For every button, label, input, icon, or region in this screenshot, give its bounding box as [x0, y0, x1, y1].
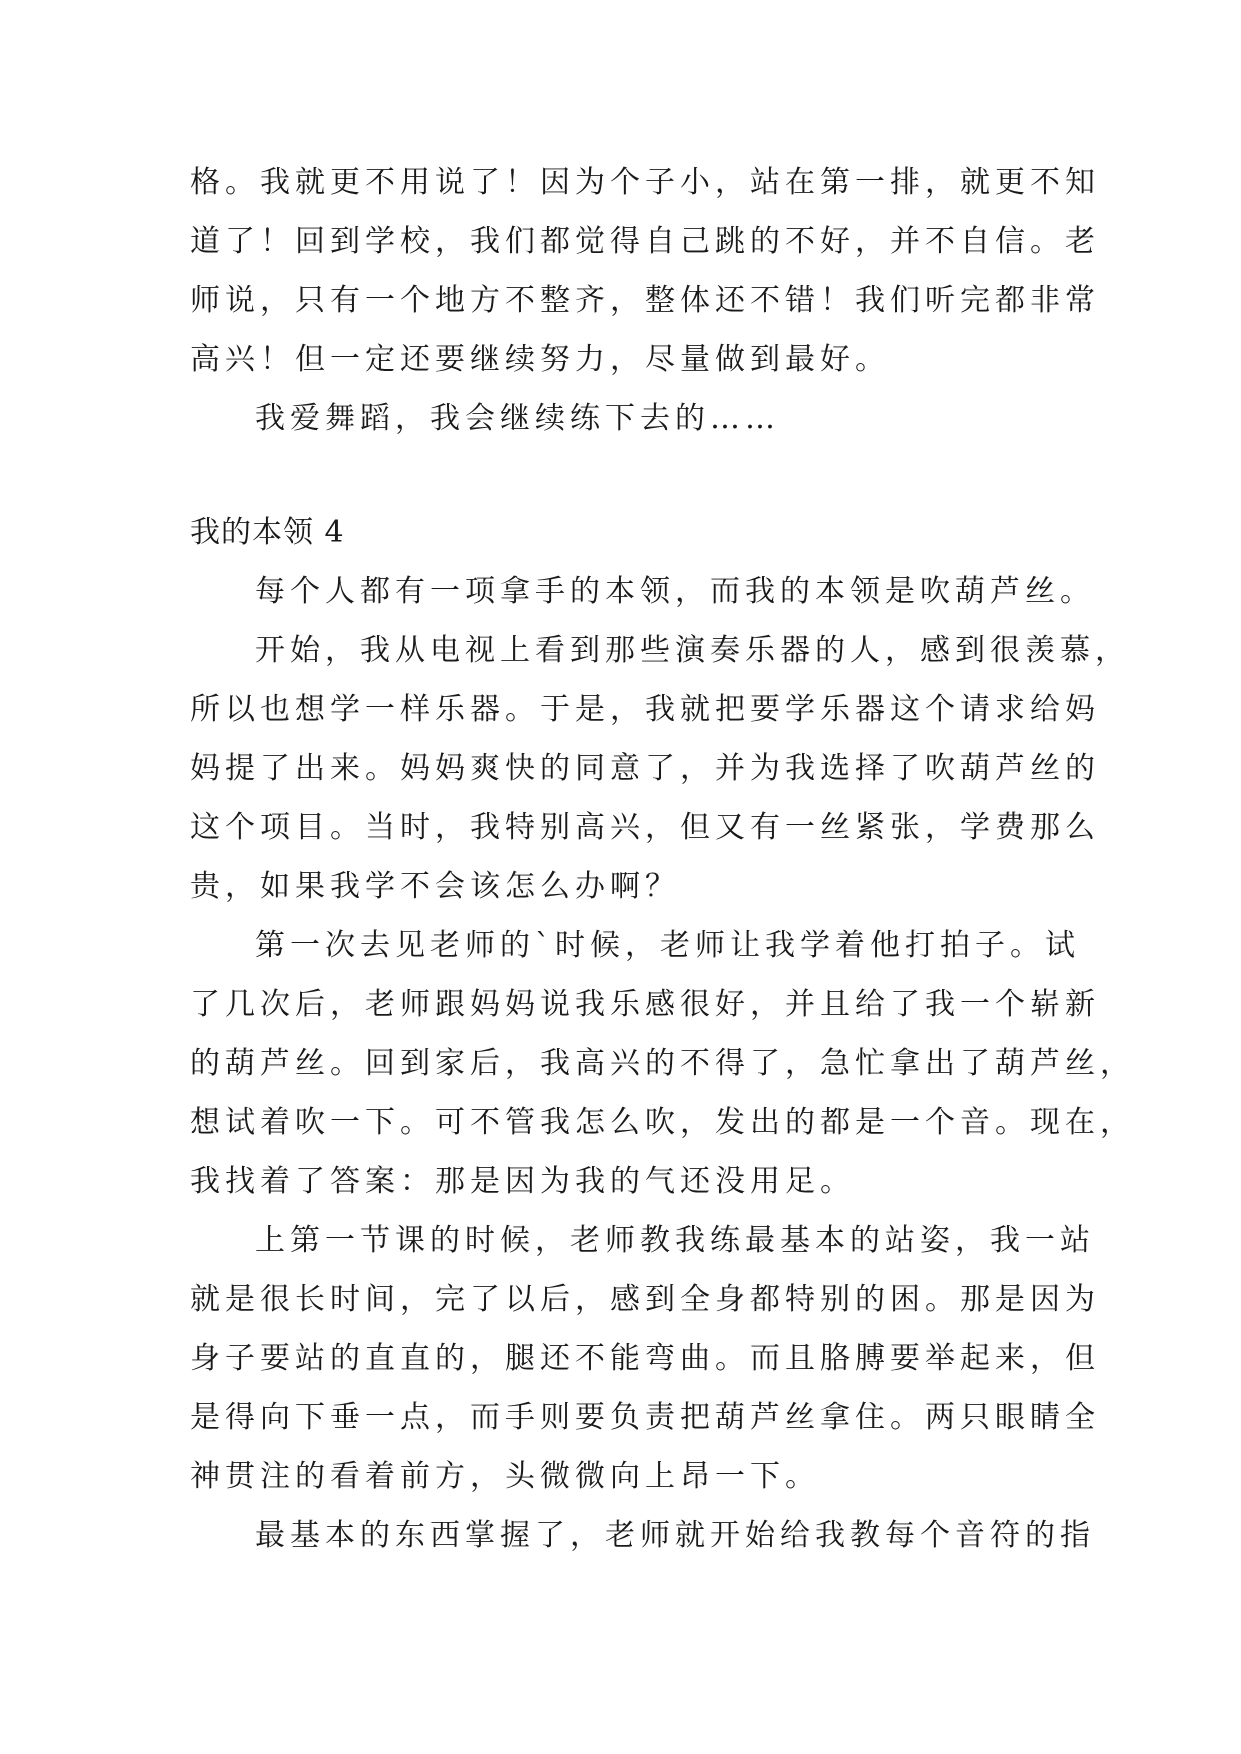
paragraph-line: 道了！回到学校，我们都觉得自己跳的不好，并不自信。老 — [190, 224, 1100, 259]
paragraph-line: 所以也想学一样乐器。于是，我就把要学乐器这个请求给妈 — [190, 692, 1100, 727]
paragraph-line: 了几次后，老师跟妈妈说我乐感很好，并且给了我一个崭新 — [190, 987, 1100, 1022]
intro-line: 每个人都有一项拿手的本领，而我的本领是吹葫芦丝。 — [255, 574, 1095, 609]
closing-line: 我爱舞蹈，我会继续练下去的…… — [255, 401, 780, 436]
paragraph-line: 这个项目。当时，我特别高兴，但又有一丝紧张，学费那么 — [190, 810, 1100, 845]
paragraph-line: 开始，我从电视上看到那些演奏乐器的人，感到很羡慕， — [255, 633, 1130, 668]
paragraph-line: 身子要站的直直的，腿还不能弯曲。而且胳膊要举起来，但 — [190, 1341, 1100, 1376]
paragraph-line: 想试着吹一下。可不管我怎么吹，发出的都是一个音。现在， — [190, 1105, 1135, 1140]
paragraph-line: 神贯注的看着前方，头微微向上昂一下。 — [190, 1459, 820, 1494]
paragraph-line: 是得向下垂一点，而手则要负责把葫芦丝拿住。两只眼睛全 — [190, 1400, 1100, 1435]
paragraph-line: 上第一节课的时候，老师教我练最基本的站姿，我一站 — [255, 1223, 1095, 1258]
paragraph-line: 贵，如果我学不会该怎么办啊？ — [190, 869, 680, 904]
paragraph-line: 妈提了出来。妈妈爽快的同意了，并为我选择了吹葫芦丝的 — [190, 751, 1100, 786]
paragraph-line: 我找着了答案：那是因为我的气还没用足。 — [190, 1164, 855, 1199]
paragraph-line: 的葫芦丝。回到家后，我高兴的不得了，急忙拿出了葫芦丝， — [190, 1046, 1135, 1081]
essay-title: 我的本领 4 — [190, 515, 345, 550]
paragraph-line: 第一次去见老师的`时候，老师让我学着他打拍子。试 — [255, 928, 1080, 963]
paragraph-line: 就是很长时间，完了以后，感到全身都特别的困。那是因为 — [190, 1282, 1100, 1317]
paragraph-line: 师说，只有一个地方不整齐，整体还不错！我们听完都非常 — [190, 283, 1100, 318]
paragraph-line: 高兴！但一定还要继续努力，尽量做到最好。 — [190, 342, 890, 377]
paragraph-line: 格。我就更不用说了！因为个子小，站在第一排，就更不知 — [190, 165, 1100, 200]
paragraph-line: 最基本的东西掌握了，老师就开始给我教每个音符的指 — [255, 1518, 1095, 1553]
